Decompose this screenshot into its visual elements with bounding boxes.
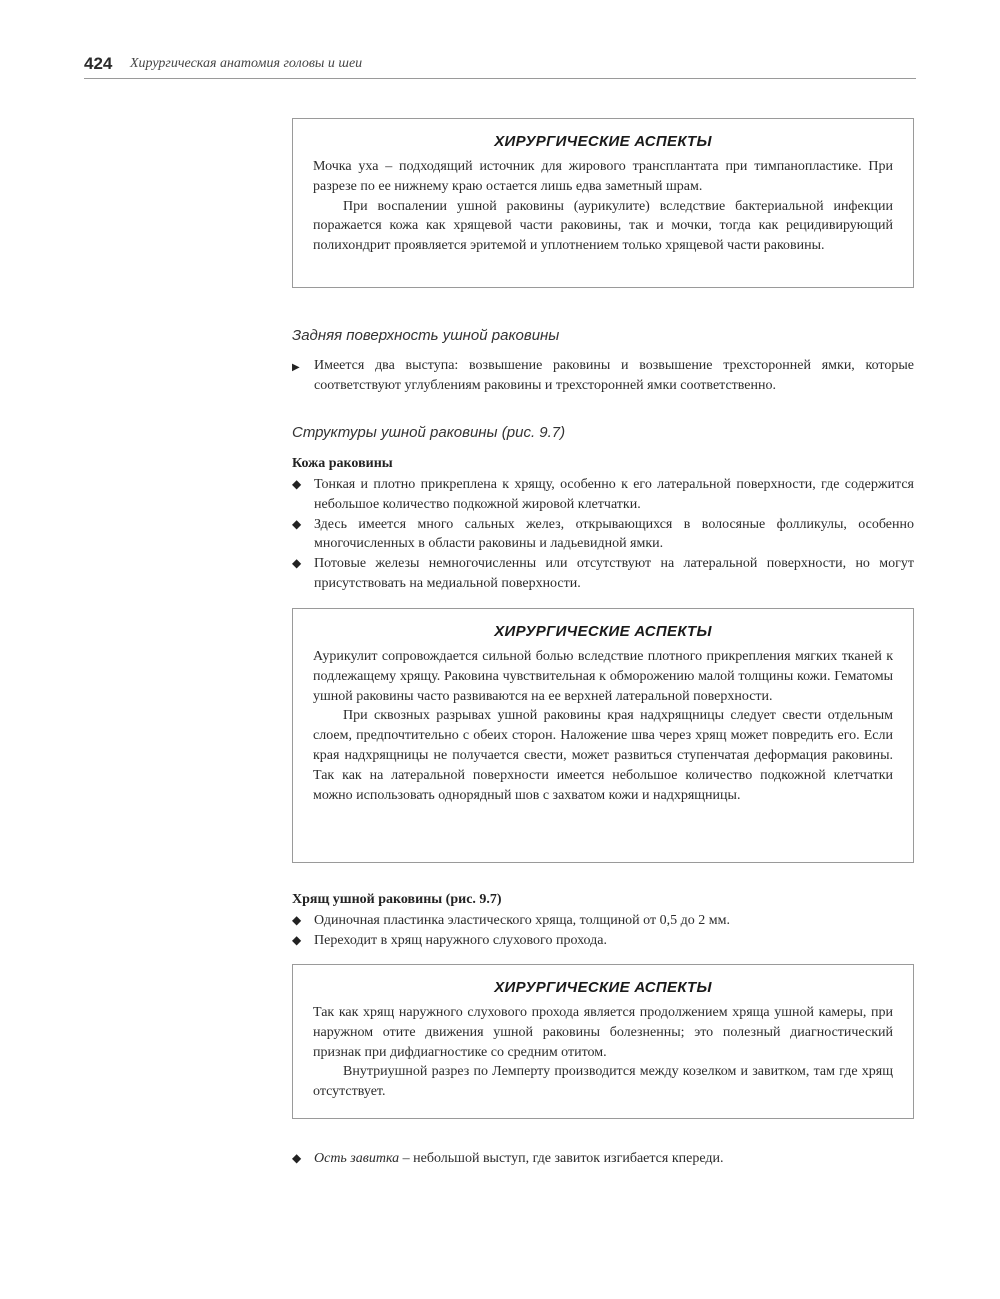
surgical-aspects-box-2: [292, 608, 914, 863]
list-item: ◆ Одиночная пластинка эластического хряща, толщиной от 0,5 до 2 мм.: [292, 911, 914, 931]
diamond-bullet-icon: ◆: [292, 1151, 302, 1165]
list-item: ◆ Тонкая и плотно прикреплена к хрящу, особенно к его латеральной поверхности, где содержится небольшое количество подкожной жировой клетчатки.: [292, 477, 914, 512]
box-paragraph: При сквозных разрывах ушной раковины края надхрящницы следует свести отдельным слоем, предпочтительно с обеих сторон. Наложение шва через хрящ может повредить его. Если края надхрящницы не получается свести, может развиться ступенчатая деформация раковины. Так как на латеральной поверхности имеется небольшое количество подкожной клетчатки можно использовать однорядный шов с захватом кожи и надхрящницы.: [313, 708, 893, 803]
surgical-aspects-box-1: [292, 118, 914, 288]
term-definition: – небольшой выступ, где завиток изгибается кпереди.: [399, 1151, 724, 1166]
subsection-heading: Кожа раковины: [292, 456, 393, 471]
diamond-bullet-icon: ◆: [292, 556, 302, 571]
box-paragraph: Мочка уха – подходящий источник для жирового трансплантата при тимпанопластике. При разрезе по ее нижнему краю остается лишь едва заметный шрам.: [313, 159, 893, 194]
box-paragraph: Аурикулит сопровождается сильной болью вследствие плотного прикрепления мягких тканей к подлежащему хрящу. Раковина чувствительная к обморожению малой толщины кожи. Гематомы ушной раковины часто развиваются на ее верхней латеральной поверхности.: [313, 649, 893, 704]
page-number: 424: [84, 54, 113, 73]
bullet-list: [292, 475, 914, 594]
subsection-heading: Хрящ ушной раковины (рис. 9.7): [292, 892, 502, 907]
list-item: [292, 1149, 914, 1169]
box-title: ХИРУРГИЧЕСКИЕ АСПЕКТЫ: [494, 979, 712, 996]
box-title: ХИРУРГИЧЕСКИЕ АСПЕКТЫ: [494, 623, 712, 640]
list-item: ◆ Здесь имеется много сальных желез, открывающихся в волосяные фолликулы, особенно многочисленных в области раковины и ладьевидной ямки.: [292, 516, 914, 552]
box-title: ХИРУРГИЧЕСКИЕ АСПЕКТЫ: [494, 133, 712, 150]
box-paragraph: При воспалении ушной раковины (аурикулите) вследствие бактериальной инфекции поражается кожа как хрящевой части раковины, так и мочки, тогда как рецидивирующий полихондрит проявляется эритемой и уплотнением только хрящевой части раковины.: [313, 198, 893, 254]
diamond-bullet-icon: ◆: [292, 477, 302, 491]
term: Ость завитка: [314, 1151, 400, 1166]
triangle-bullet-icon: ▶: [292, 362, 300, 373]
list-item: ◆ Потовые железы немногочисленны или отсутствуют на латеральной поверхности, но могут присутствовать на медиальной поверхности.: [292, 556, 914, 591]
list-item: ▶ Имеется два выступа: возвышение раковины и возвышение трехсторонней ямки, которые соответствуют углублениям раковины и трехсторонней ямки соответственно.: [292, 358, 914, 393]
running-title: Хирургическая анатомия головы и шеи: [130, 56, 363, 71]
diamond-bullet-icon: ◆: [292, 516, 302, 531]
diamond-bullet-icon: ◆: [292, 913, 302, 927]
section-heading: Задняя поверхность ушной раковины: [292, 327, 560, 344]
box-paragraph: Внутриушной разрез по Лемперту производится между козелком и завитком, там где хрящ отсутствует.: [313, 1064, 893, 1100]
page-header: [84, 50, 916, 79]
bullet-list: [292, 1149, 914, 1169]
bullet-list: [292, 911, 914, 951]
list-item: ◆ Переходит в хрящ наружного слухового прохода.: [292, 931, 914, 951]
diamond-bullet-icon: ◆: [292, 932, 302, 947]
box-paragraph: Так как хрящ наружного слухового прохода является продолжением хряща ушной камеры, при наружном отите движения ушной раковины болезненны; это полезный диагностический признак при дифдиагностике со средним отитом.: [313, 1005, 893, 1060]
surgical-aspects-box-3: [292, 964, 914, 1119]
bullet-list: [292, 356, 914, 396]
section-heading: Структуры ушной раковины (рис. 9.7): [292, 424, 566, 441]
